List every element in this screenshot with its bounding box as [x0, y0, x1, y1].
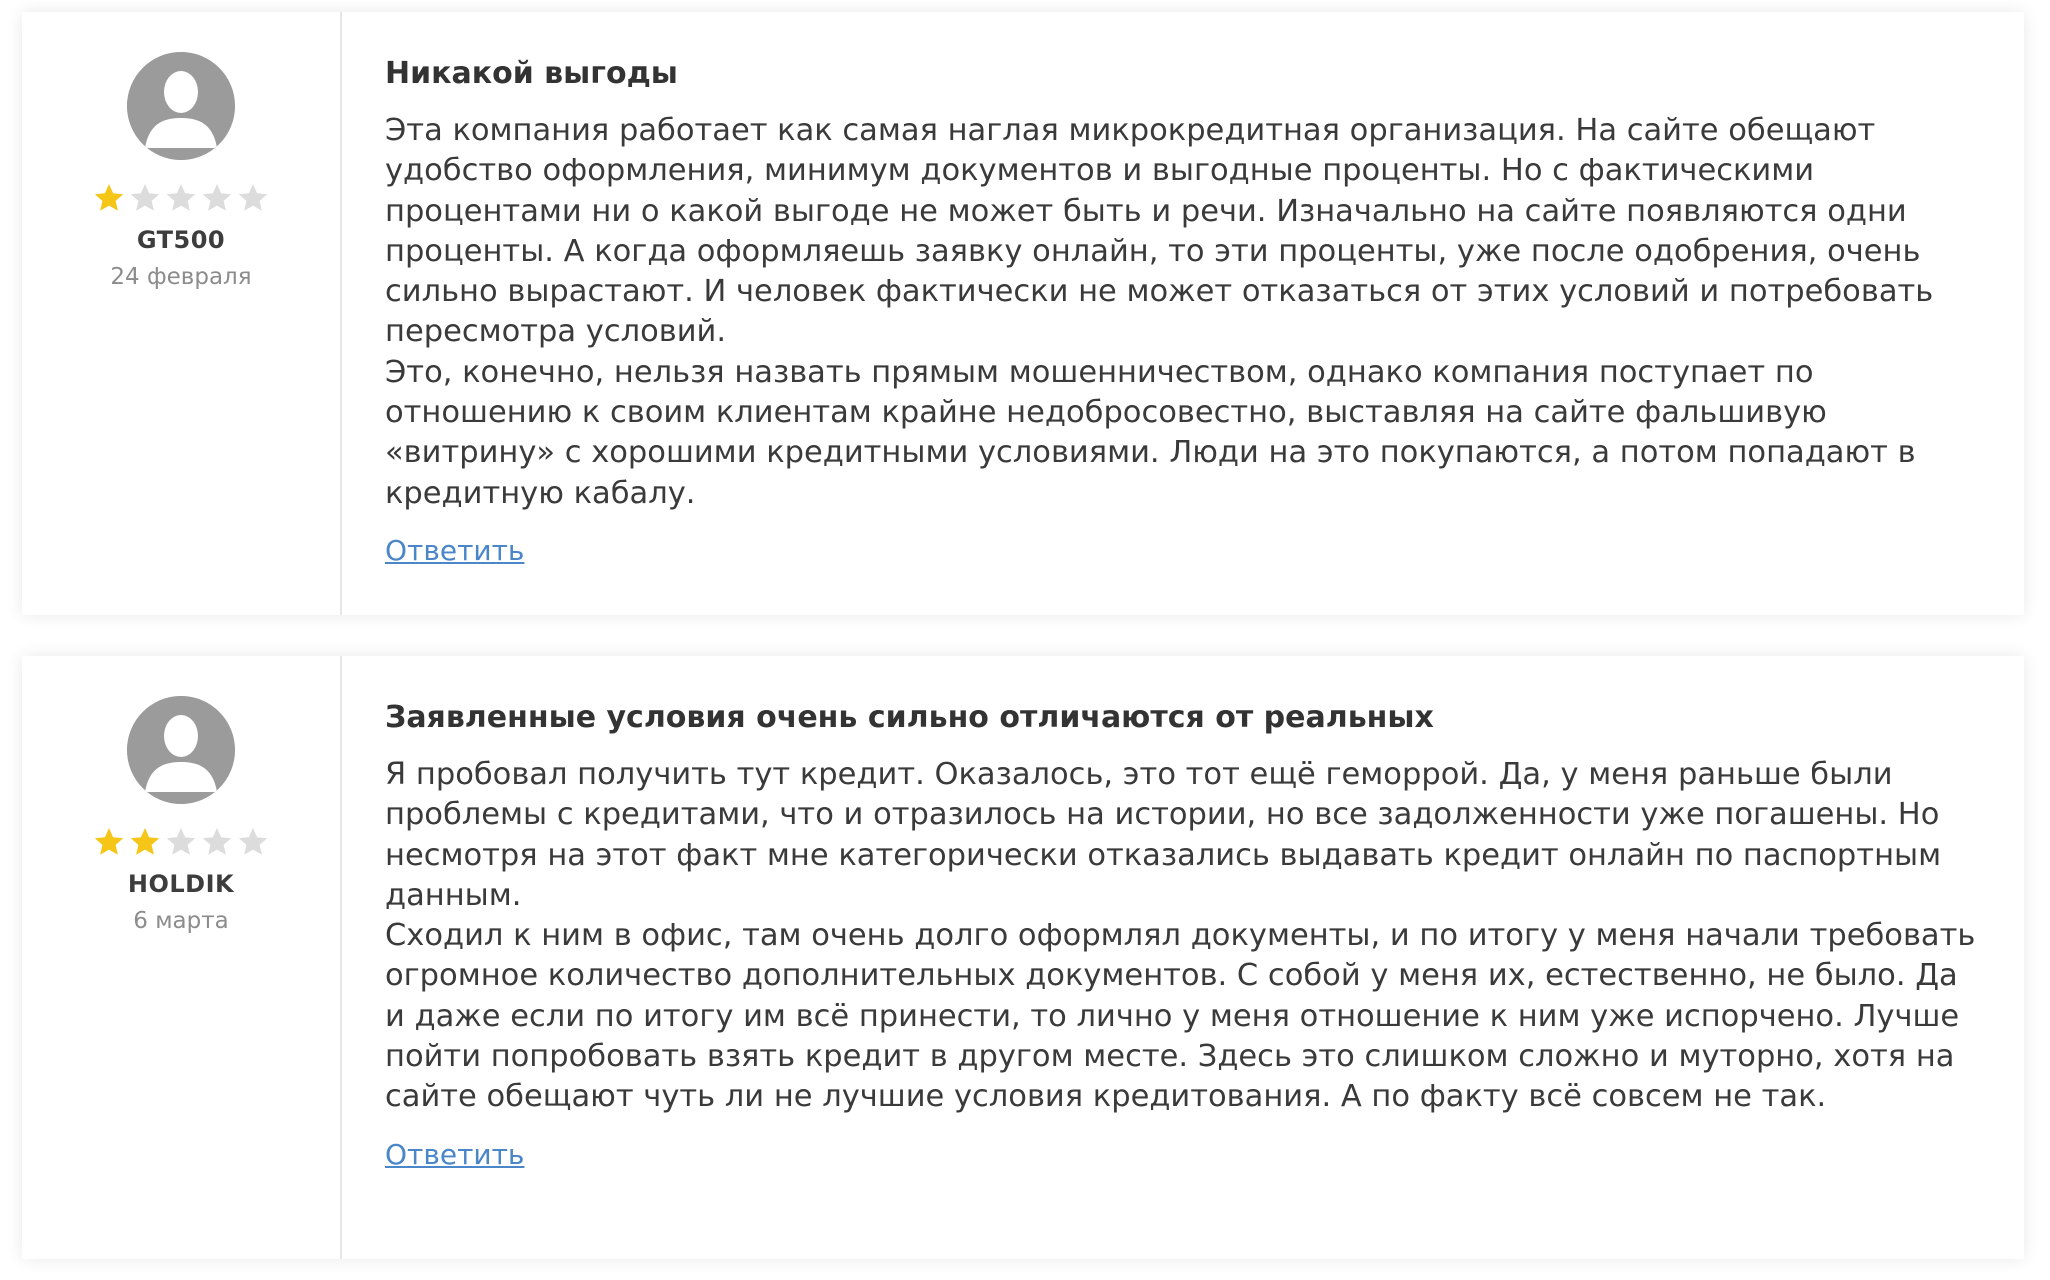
review-paragraph: Сходил к ним в офис, там очень долго оформлял документы, и по итогу у меня начали требовать огромное количество дополнительных документов. С собой у меня их, естественно, не было. Да и даже если по итогу им всё принести, то лично у меня отношение к ним уже испорчено. Лучше пойти попробовать взять кредит в другом месте. Здесь это слишком сложно и муторно, хотя на сайте обещают чуть ли не лучшие условия кредитования. А по факту всё совсем не так.	[385, 918, 1976, 1115]
user-avatar-icon	[127, 52, 235, 160]
star-empty-icon	[129, 182, 161, 214]
rating-stars	[93, 182, 269, 214]
review-content	[342, 656, 2024, 1259]
review-author-name: HOLDIK	[127, 870, 235, 898]
reply-link[interactable]: Ответить	[385, 1137, 525, 1171]
star-empty-icon	[165, 826, 197, 858]
review-date: 24 февраля	[110, 264, 252, 290]
star-filled-icon	[93, 826, 125, 858]
review-author-name: GT500	[136, 226, 226, 254]
review-content	[342, 12, 2024, 615]
star-empty-icon	[165, 182, 197, 214]
review-title: Никакой выгоды	[385, 56, 678, 91]
review-card	[22, 656, 2024, 1259]
review-card	[22, 12, 2024, 615]
star-empty-icon	[201, 182, 233, 214]
review-paragraph: Это, конечно, нельзя назвать прямым мошенничеством, однако компания поступает по отношению к своим клиентам крайне недобросовестно, выставляя на сайте фальшивую «витрину» с хорошими кредитными условиями. Люди на это покупаются, а потом попадают в кредитную кабалу.	[385, 354, 1916, 511]
review-paragraph: Эта компания работает как самая наглая микрокредитная организация. На сайте обещают удобство оформления, минимум документов и выгодные проценты. Но с фактическими процентами ни о какой выгоде не может быть и речи. Изначально на сайте появляются одни проценты. А когда оформляешь заявку онлайн, то эти проценты, уже после одобрения, очень сильно вырастают. И человек фактически не может отказаться от этих условий и потребовать пересмотра условий.	[385, 113, 1934, 350]
review-text	[385, 111, 1984, 514]
star-filled-icon	[93, 182, 125, 214]
review-text	[385, 755, 1984, 1118]
review-title: Заявленные условия очень сильно отличаются от реальных	[385, 700, 1434, 735]
star-filled-icon	[129, 826, 161, 858]
rating-stars	[93, 826, 269, 858]
star-empty-icon	[237, 182, 269, 214]
star-empty-icon	[237, 826, 269, 858]
review-author-panel	[22, 656, 342, 1259]
review-date: 6 марта	[133, 908, 229, 934]
review-paragraph: Я пробовал получить тут кредит. Оказалось, это тот ещё геморрой. Да, у меня раньше были проблемы с кредитами, что и отразилось на истории, но все задолженности уже погашены. Но несмотря на этот факт мне категорически отказались выдавать кредит онлайн по паспортным данным.	[385, 757, 1942, 913]
user-avatar-icon	[127, 696, 235, 804]
review-author-panel	[22, 12, 342, 615]
reply-link[interactable]: Ответить	[385, 533, 525, 567]
star-empty-icon	[201, 826, 233, 858]
